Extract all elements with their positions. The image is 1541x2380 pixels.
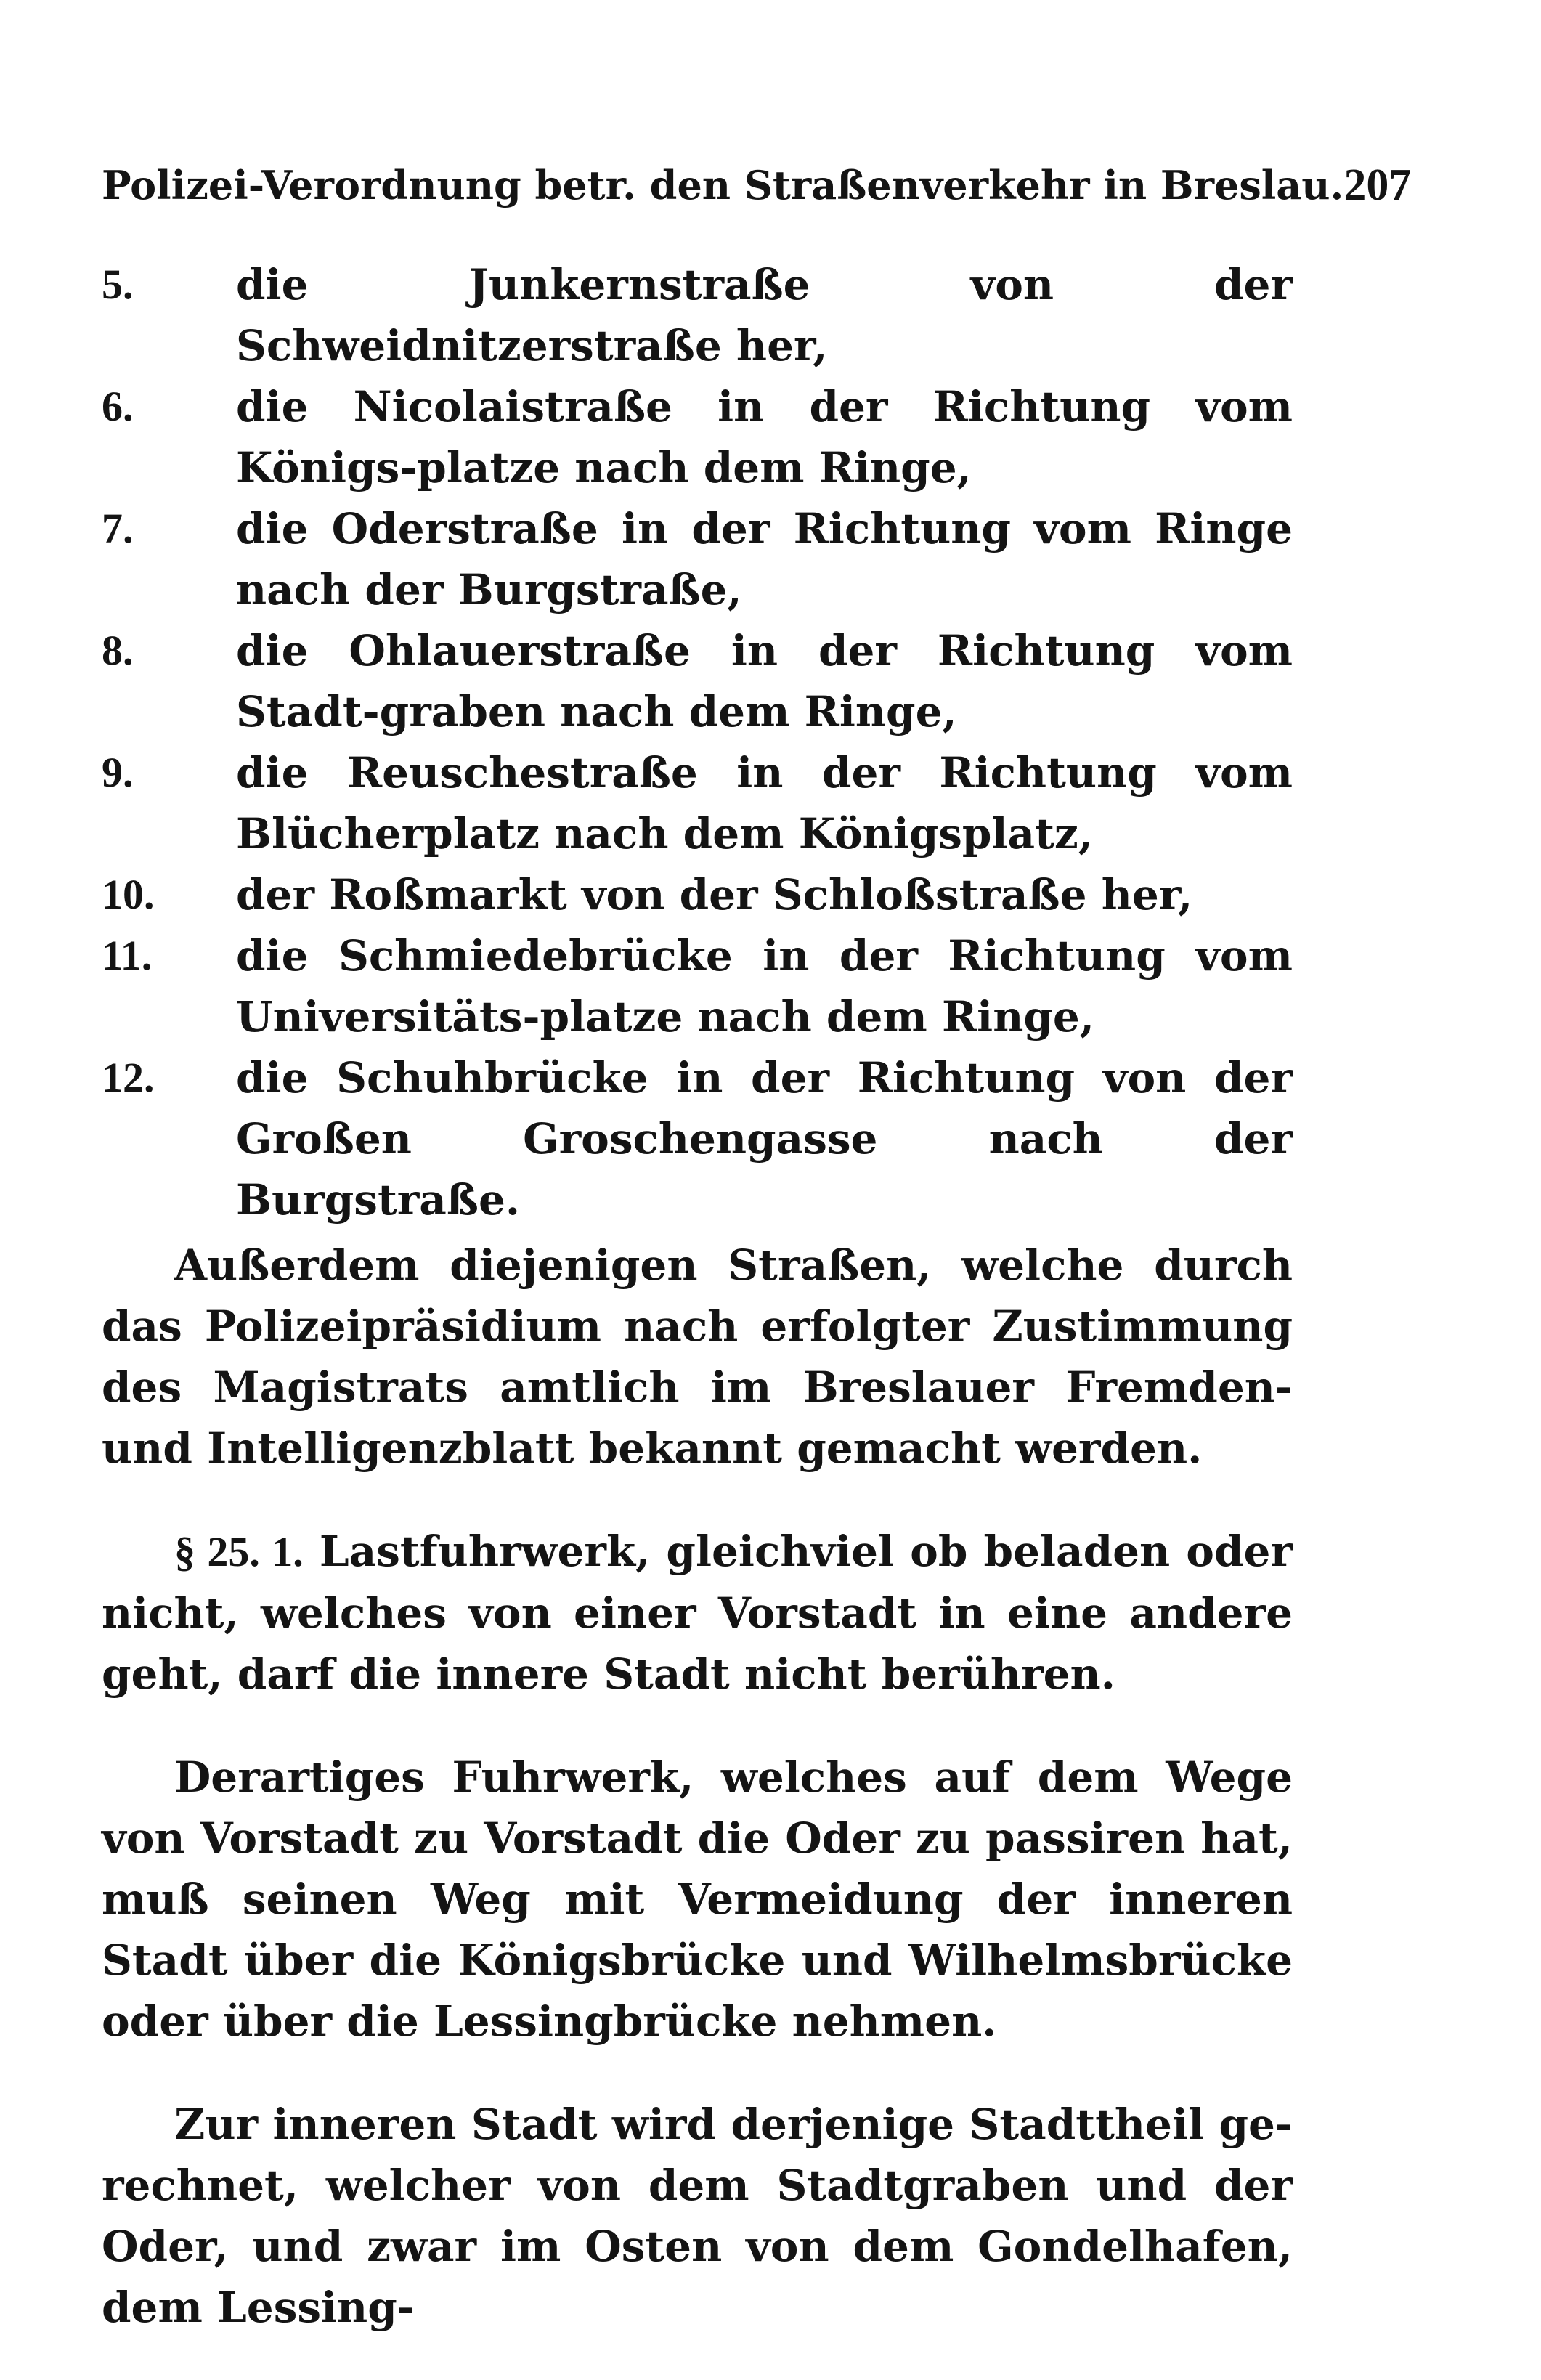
list-item [102,925,1293,1047]
list-item-text: der Roßmarkt von der Schloßstraße her, [236,870,1193,919]
list-item-number: 7. [102,505,134,552]
book-page [102,109,1412,2332]
list-item-text: die Oderstraße in der Richtung vom Ringe nach der Burgstraße, [236,504,1293,614]
page-number: 207 [1343,161,1412,210]
section-text: Lastfuhrwerk, gleichviel ob beladen oder nicht, welches von einer Vorstadt in eine andere geht, darf die innere Stadt nicht berühren. [102,1527,1293,1699]
list-item-number: 9. [102,749,134,796]
list-item [102,864,1293,925]
page-body [102,254,1293,2380]
list-item-number: 5. [102,261,134,308]
section-label: § 25. 1. [174,1528,304,1575]
list-item [102,498,1293,620]
list-item-text: die Reuschestraße in der Richtung vom Blücherplatz nach dem Königsplatz, [236,748,1293,858]
list-item [102,1047,1293,1230]
paragraph-derartiges: Derartiges Fuhrwerk, welches auf dem Wege von Vorstadt zu Vorstadt die Oder zu passiren hat, muß seinen Weg mit Vermeidung der inneren Stadt über die Königsbrücke und Wilhelmsbrücke oder über die Lessingbrücke nehmen. [102,1752,1293,2046]
list-item-number: 11. [102,932,153,979]
list-item-text: die Ohlauerstraße in der Richtung vom Stadt-graben nach dem Ringe, [236,626,1293,736]
list-item-text: die Schmiedebrücke in der Richtung vom Universitäts-platze nach dem Ringe, [236,931,1293,1041]
list-item [102,376,1293,498]
paragraph-section-25 [102,1521,1293,1705]
running-title: Polizei-Verordnung betr. den Straßenverkehr in Breslau. [102,162,1344,208]
paragraph-ausserdem: Außerdem diejenigen Straßen, welche durch das Polizeipräsidium nach erfolgter Zustimmung des Magistrats amtlich im Breslauer Fremden- und Intelligenzblatt bekannt gemacht werden. [102,1240,1293,1473]
list-item-text: die Nicolaistraße in der Richtung vom Königs-platze nach dem Ringe, [236,382,1293,492]
page-header [102,153,1412,218]
paragraph-zur-inneren: Zur inneren Stadt wird derjenige Stadttheil ge-rechnet, welcher von dem Stadtgraben und der Oder, und zwar im Osten von dem Gondelhafen, dem Lessing- [102,2100,1293,2332]
list-item-number: 10. [102,871,155,918]
list-item-number: 6. [102,383,134,430]
list-item-number: 8. [102,627,134,674]
list-item-text: die Schuhbrücke in der Richtung von der Großen Groschengasse nach der Burgstraße. [236,1053,1293,1224]
list-item [102,620,1293,742]
list-item-text: die Junkernstraße von der Schweidnitzerstraße her, [236,260,1293,370]
list-item-number: 12. [102,1054,155,1101]
list-item [102,742,1293,864]
list-item [102,254,1293,376]
